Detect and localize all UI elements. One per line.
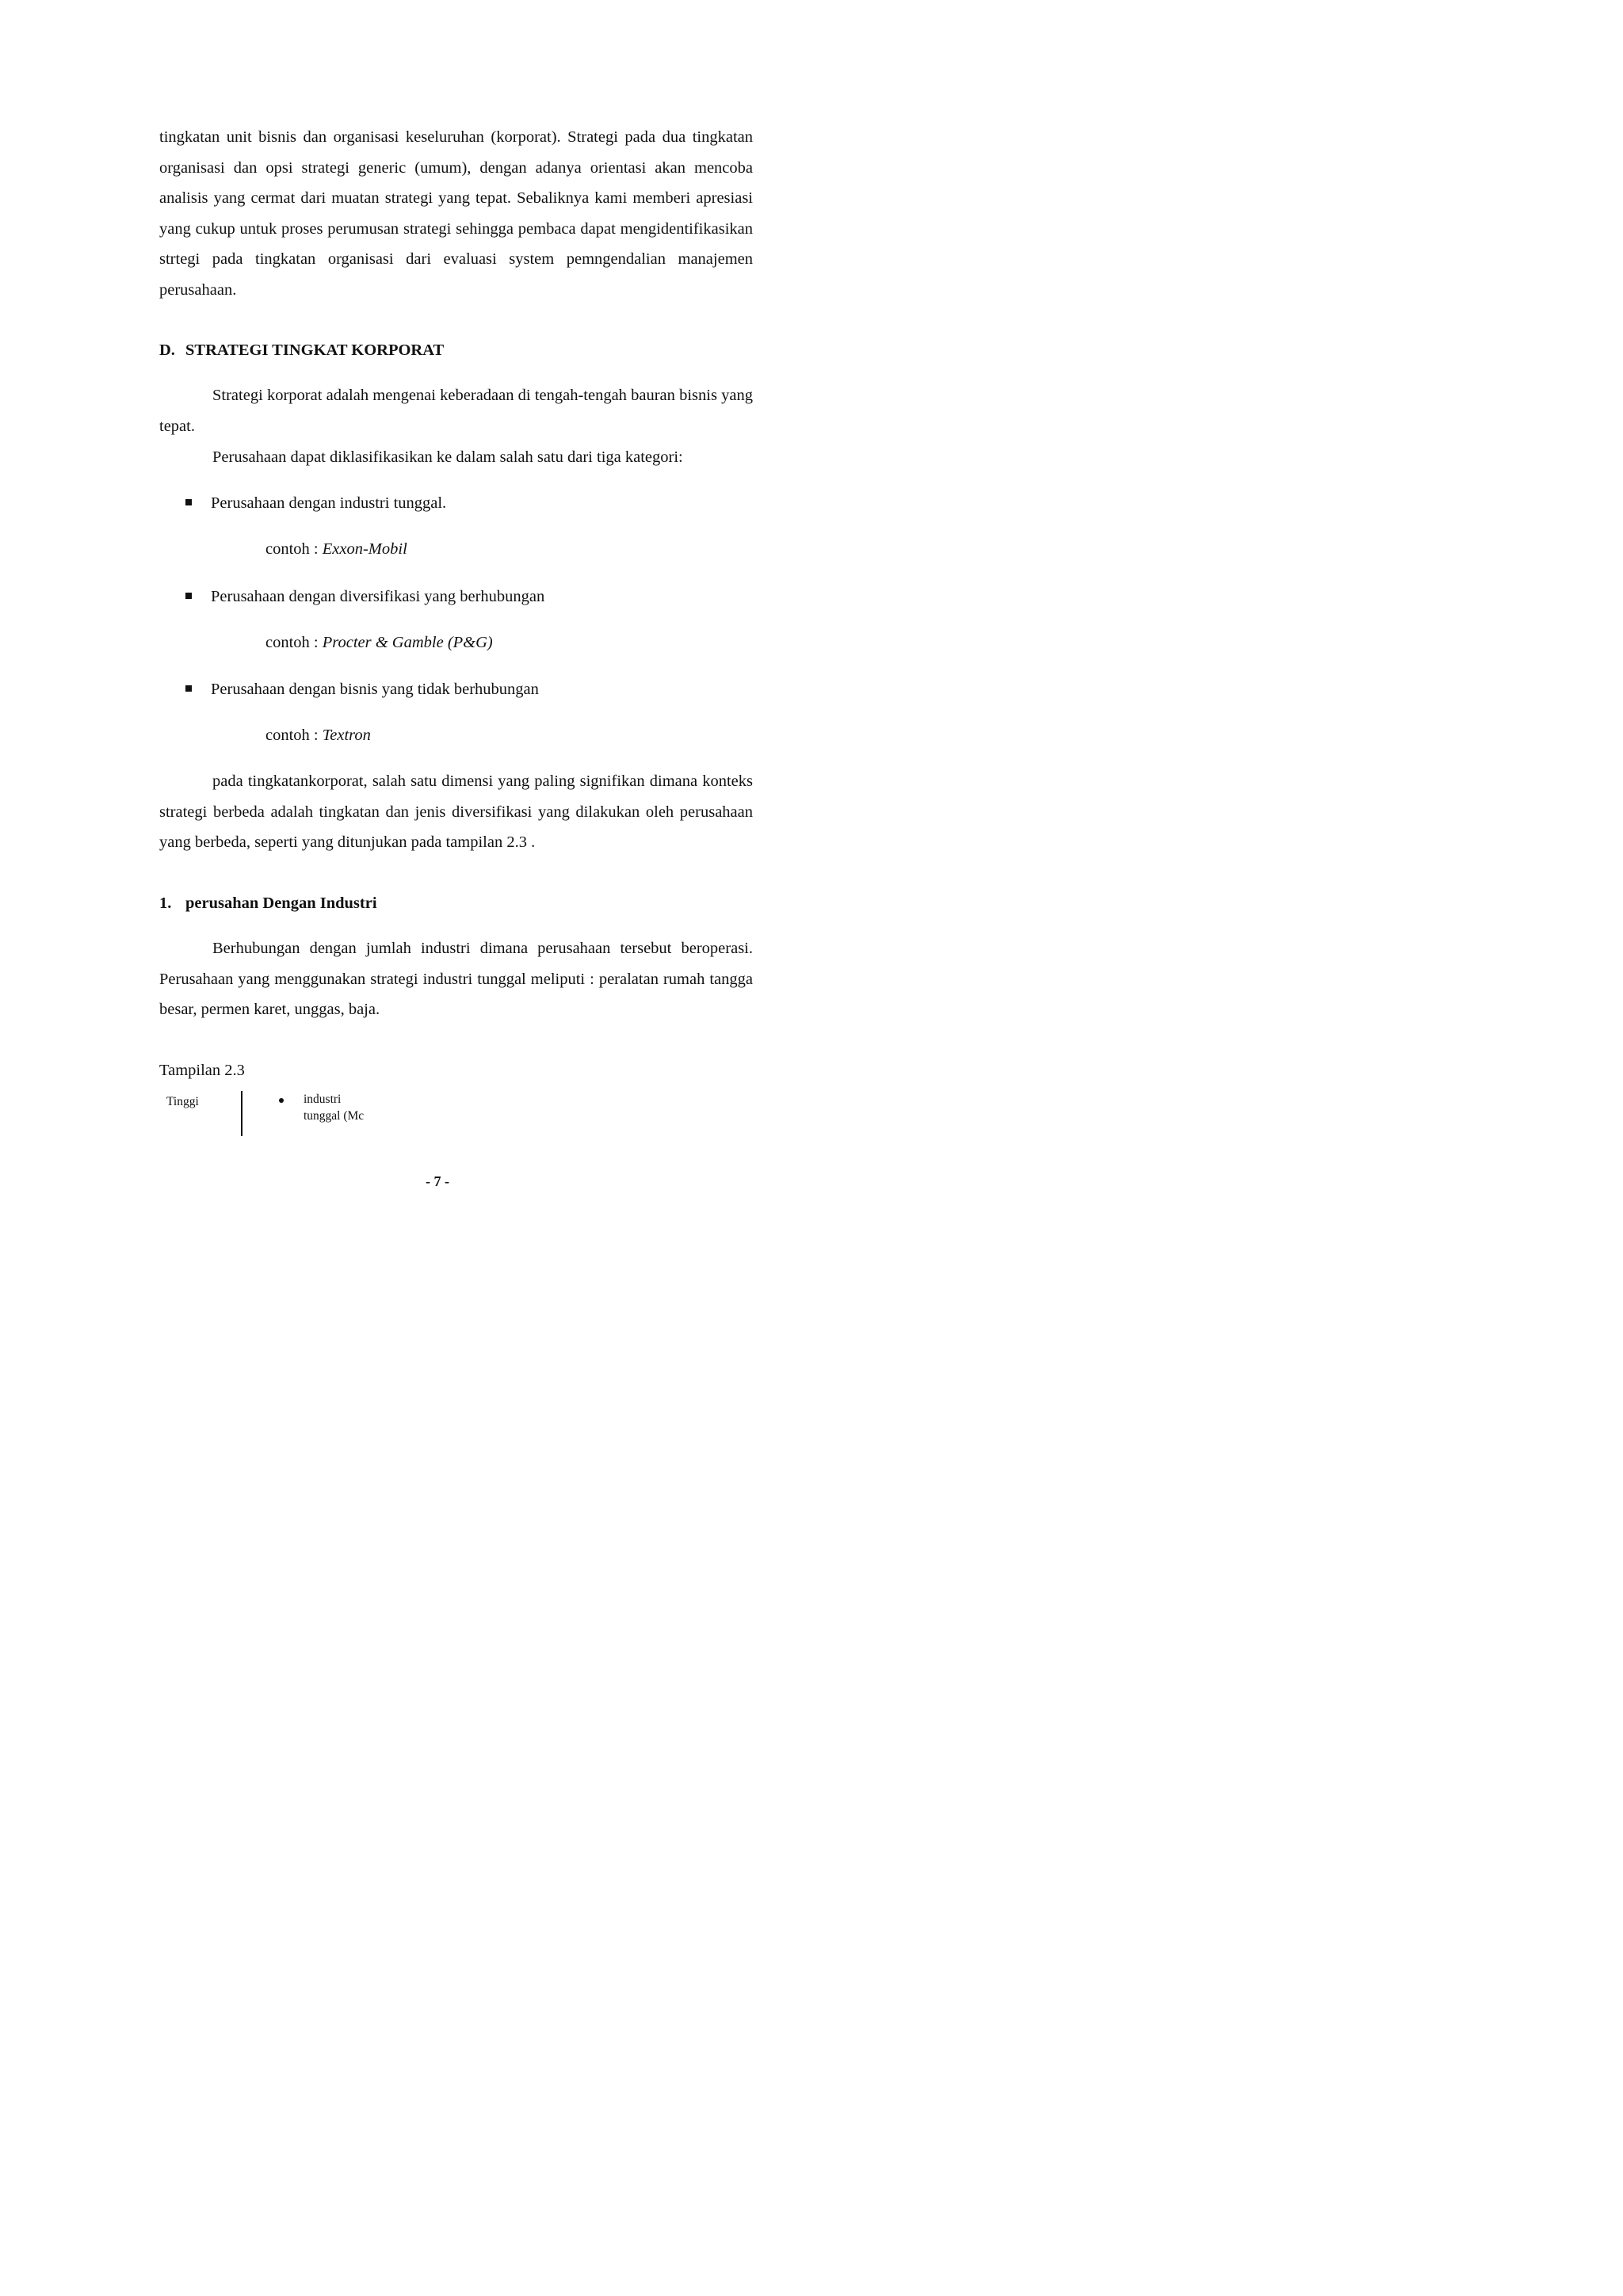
section-title: STRATEGI TINGKAT KORPORAT [185,341,445,359]
figure-bullet-icon [279,1098,284,1103]
example-company: Procter & Gamble (P&G) [322,634,493,651]
intro-paragraph: tingkatan unit bisnis dan organisasi keseluruhan (korporat). Strategi pada dua tingkatan organisasi dan opsi strategi generic (umum), dengan adanya orientasi akan mencoba analisis yang cermat dari muatan strategi yang tepat. Sebaliknya kami memberi apresiasi yang cukup untuk proses perumusan strategi sehingga pembaca dapat mengidentifikasikan strtegi pada tingkatan organisasi dari evaluasi system pemngendalian manajemen perusahaan. [159,128,753,299]
category-label: Perusahaan dengan bisnis yang tidak berhubungan [211,681,539,698]
category-item [185,491,446,515]
category-example [265,631,493,654]
example-prefix: contoh : [265,540,323,558]
example-prefix: contoh : [265,634,323,651]
category-example [265,723,371,747]
category-example [265,537,407,561]
section-d-paragraph: Strategi korporat adalah mengenai keberadaan di tengah-tengah bauran bisnis yang tepat. [159,387,753,435]
classification-intro: Perusahaan dapat diklasifikasikan ke dalam salah satu dari tiga kategori: [212,448,683,466]
section-heading-d [159,338,444,362]
square-bullet-icon [185,499,192,505]
page-number: - 7 - [426,1173,449,1189]
subsection-heading-1 [159,891,377,915]
square-bullet-icon [185,593,192,599]
figure-axis-line [241,1091,242,1136]
subsection-number: 1. [159,894,172,912]
example-company: Exxon-Mobil [322,540,407,558]
section-number: D. [159,341,175,359]
example-prefix: contoh : [265,727,323,744]
figure-item-line-1: industri [304,1093,342,1106]
section-d-closing-paragraph: pada tingkatankorporat, salah satu dimensi yang paling signifikan dimana konteks strategi berbeda adalah tingkatan dan jenis diversifikasi yang dilakukan oleh perusahaan yang berbeda, seperti yang ditunjukan pada tampilan 2.3 . [159,772,753,851]
category-label: Perusahaan dengan diversifikasi yang berhubungan [211,588,545,605]
figure-item-line-2: tunggal (Mc [304,1109,365,1123]
subsection-1-paragraph: Berhubungan dengan jumlah industri dimana perusahaan tersebut beroperasi. Perusahaan yang menggunakan strategi industri tunggal meliputi : peralatan rumah tangga besar, permen karet, unggas, baja. [159,940,753,1018]
document-page [0,0,875,1238]
figure-caption: Tampilan 2.3 [159,1062,245,1079]
subsection-title: perusahan Dengan Industri [185,894,377,912]
example-company: Textron [322,727,371,744]
category-item [185,585,544,608]
figure-axis-label: Tinggi [166,1095,199,1108]
category-item [185,677,539,701]
category-label: Perusahaan dengan industri tunggal. [211,494,447,512]
square-bullet-icon [185,685,192,692]
